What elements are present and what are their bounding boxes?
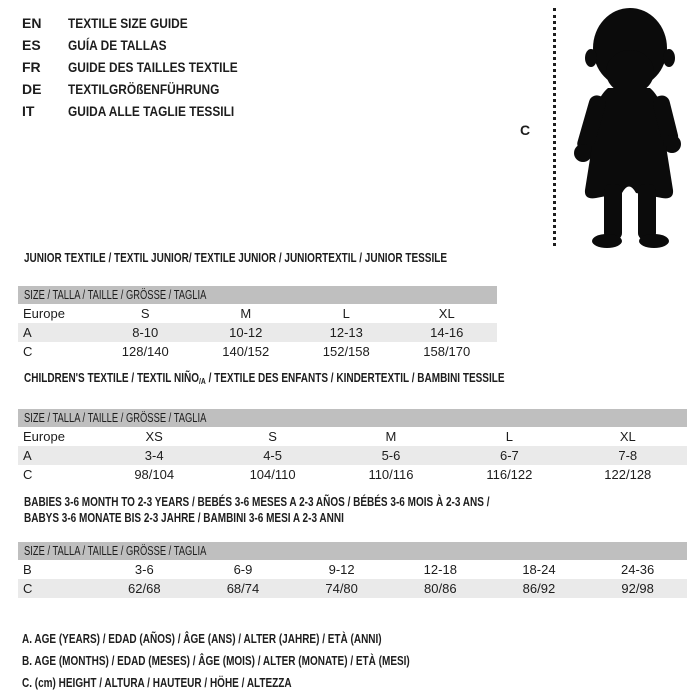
size-cell: 18-24 [522,562,556,577]
size-cell: 152/158 [322,344,370,359]
size-cell: 158/170 [423,344,471,359]
section-title-line1 [24,494,687,510]
table-row [18,427,687,446]
size-cell: 80/86 [424,581,457,596]
figure-area [500,0,700,256]
size-cell: 4-5 [263,448,282,463]
lang-row-de [22,78,268,100]
row-label: Europe [23,306,65,321]
size-cell: 7-8 [618,448,638,463]
size-cell: 14-16 [430,325,464,340]
babies-size-table [18,542,687,598]
row-label: A [23,325,32,340]
size-cell: L [505,429,513,444]
size-cell: 122/128 [604,467,652,482]
section-title [24,370,687,389]
size-cell: 9-12 [328,562,355,577]
table-row [18,579,687,598]
size-cell: L [342,306,350,321]
table-row [18,323,497,342]
size-cell: 110/116 [368,467,414,482]
size-cell: 10-12 [229,325,263,340]
size-table [18,427,687,484]
language-list [22,12,268,122]
table-row [18,560,687,579]
lang-code: DE [22,81,42,97]
lang-code: FR [22,59,41,75]
size-cell: 5-6 [381,448,401,463]
size-cell: XS [145,429,163,444]
size-cell: XL [619,429,636,444]
lang-label: GUIDE DES TAILLES TEXTILE [68,59,238,75]
size-cell: 6-7 [499,448,519,463]
children-size-table [18,409,687,484]
height-dotted-line [553,8,556,246]
table-row [18,304,497,323]
lang-code: IT [22,103,35,119]
height-measure-label: C [520,122,531,138]
lang-code: ES [22,37,41,53]
size-cell: 98/104 [134,467,175,482]
section-babies-textile [18,494,687,598]
lang-row-en [22,12,268,34]
size-cell: 12-18 [423,562,457,577]
size-table [18,304,497,361]
section-title-line2 [24,510,687,526]
size-cell: 92/98 [621,581,654,596]
row-label: A [23,448,32,463]
size-table [18,560,687,598]
size-cell: 62/68 [128,581,161,596]
table-size-header: SIZE / TALLA / TAILLE / GRÖSSE / TAGLIA [18,409,687,427]
row-label: C [23,581,33,596]
size-cell: 3-6 [134,562,154,577]
size-cell: 140/152 [222,344,270,359]
size-cell: 86/92 [522,581,556,596]
section-title-text: CHILDREN'S TEXTILE / TEXTIL NIÑO/A / TEXTILE DES ENFANTS / KINDERTEXTIL / BAMBINI TESSILE [24,371,505,386]
legend-row-b: B. AGE (MONTHS) / EDAD (MESES) / ÂGE (MOIS) / ALTER (MONATE) / ETÀ (MESI) [22,654,410,668]
size-cell: M [385,429,397,444]
size-cell: 74/80 [325,581,358,596]
size-cell: 6-9 [233,562,253,577]
lang-label: GUÍA DE TALLAS [68,37,167,53]
legend [22,628,507,694]
size-cell: XL [438,306,455,321]
size-cell: M [240,306,252,321]
junior-size-table [18,286,497,361]
size-cell: 104/110 [249,467,296,482]
section-title-text: BABIES 3-6 MONTH TO 2-3 YEARS / BEBÉS 3-6 MESES A 2-3 AÑOS / BÉBÉS 3-6 MOIS À 2-3 ANS / [24,495,490,509]
title-subscript: /A [198,376,206,386]
lang-row-fr [22,56,268,78]
size-cell: 12-13 [329,325,363,340]
size-cell: 8-10 [132,325,159,340]
section-junior-textile [18,250,497,361]
lang-code: EN [22,15,42,31]
section-childrens-textile [18,370,687,484]
row-label: C [23,467,33,482]
size-cell: 68/74 [226,581,260,596]
size-cell: S [140,306,150,321]
table-size-header: SIZE / TALLA / TAILLE / GRÖSSE / TAGLIA [18,542,687,560]
size-cell: 3-4 [144,448,164,463]
section-title [24,250,497,266]
table-row [18,342,497,361]
lang-label: TEXTILGRÖßENFÜHRUNG [68,81,220,97]
lang-row-it [22,100,268,122]
size-cell: 128/140 [121,344,169,359]
lang-row-es [22,34,268,56]
legend-row-c: C. (cm) HEIGHT / ALTURA / HAUTEUR / HÖHE / ALTEZZA [22,676,292,690]
table-size-header: SIZE / TALLA / TAILLE / GRÖSSE / TAGLIA [18,286,497,304]
row-label: Europe [23,429,65,444]
legend-row-a: A. AGE (YEARS) / EDAD (AÑOS) / ÂGE (ANS) / ALTER (JAHRE) / ETÀ (ANNI) [22,632,382,646]
lang-label: TEXTILE SIZE GUIDE [68,15,188,31]
row-label: B [23,562,32,577]
toddler-silhouette-icon [562,4,698,250]
size-cell: 116/122 [486,467,533,482]
section-title-text: JUNIOR TEXTILE / TEXTIL JUNIOR/ TEXTILE JUNIOR / JUNIORTEXTIL / JUNIOR TESSILE [24,251,448,265]
size-cell: S [268,429,277,444]
lang-label: GUIDA ALLE TAGLIE TESSILI [68,103,235,119]
row-label: C [23,344,33,359]
size-cell: 24-36 [621,562,655,577]
section-title-text: BABYS 3-6 MONATE BIS 2-3 JAHRE / BAMBINI 3-6 MESI A 2-3 ANNI [24,511,344,525]
table-row [18,465,687,484]
table-row [18,446,687,465]
